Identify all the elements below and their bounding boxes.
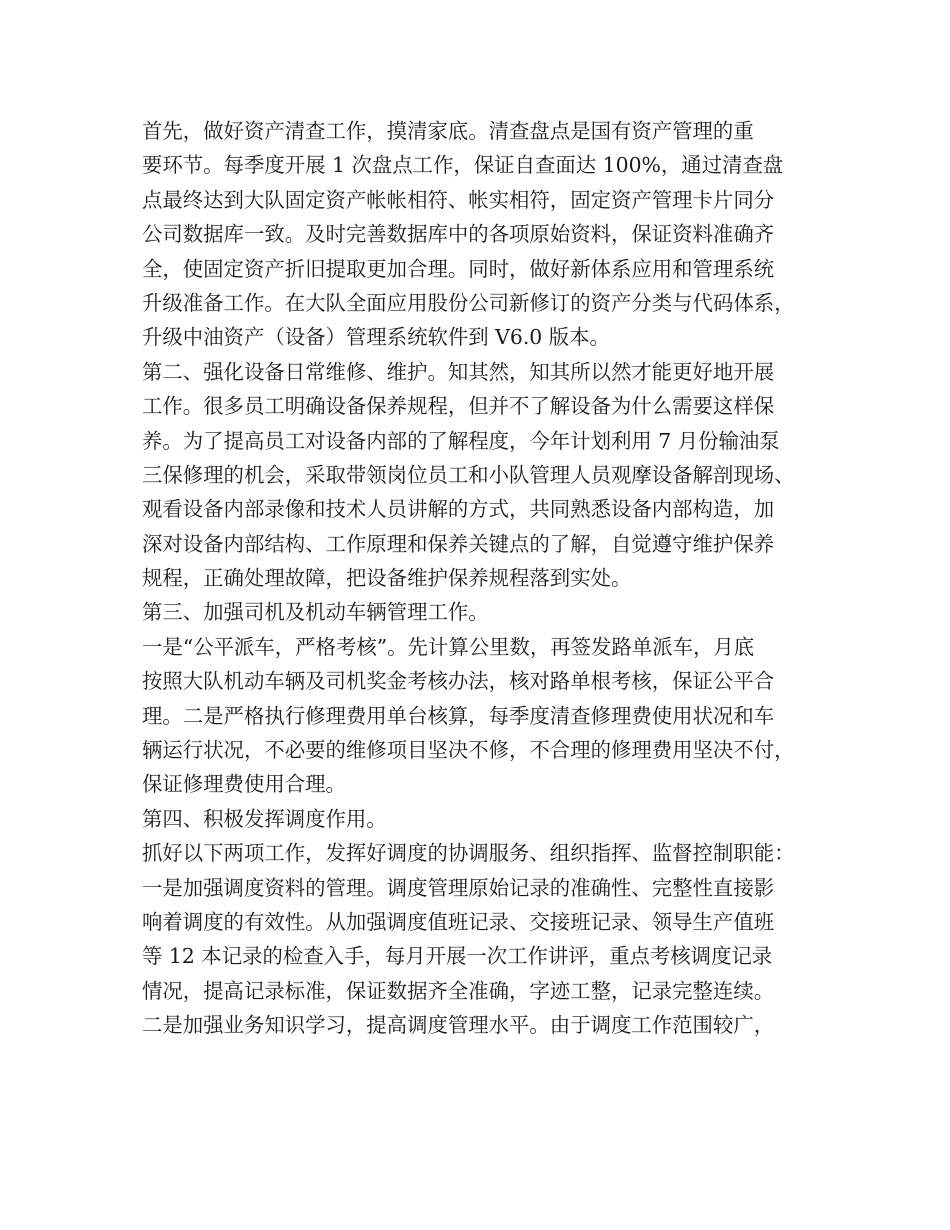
- text-line: 首先，做好资产清查工作，摸清家底。清查盘点是国有资产管理的重: [142, 119, 754, 143]
- text-line: 养。为了提高员工对设备内部的了解程度，今年计划利用 7 月份输油泵: [142, 428, 780, 453]
- text-line: 响着调度的有效性。从加强调度值班记录、交接班记录、领导生产值班: [142, 909, 775, 934]
- document-body: [142, 114, 832, 1043]
- text-line: 工作。很多员工明确设备保养规程，但并不了解设备为什么需要这样保: [142, 394, 775, 419]
- text-line: 等 12 本记录的检查入手，每月开展一次工作讲评，重点考核调度记录: [142, 944, 773, 969]
- text-line: 三保修理的机会，采取带领岗位员工和小队管理人员观摩设备解剖现场、: [142, 462, 795, 487]
- text-line: 深对设备内部结构、工作原理和保养关键点的了解，自觉遵守维护保养: [142, 531, 775, 556]
- text-line: 抓好以下两项工作，发挥好调度的协调服务、组织指挥、监督控制职能：: [142, 841, 795, 866]
- text-line: 全，使固定资产折旧提取更加合理。同时，做好新体系应用和管理系统: [142, 256, 775, 281]
- text-line: 第二、强化设备日常维修、维护。知其然，知其所以然才能更好地开展: [142, 359, 775, 384]
- text-line: 要环节。每季度开展 1 次盘点工作，保证自查面达 100%，通过清查盘: [142, 153, 784, 178]
- text-line: 情况，提高记录标准，保证数据齐全准确，字迹工整，记录完整连续。: [142, 978, 775, 1003]
- text-line: 辆运行状况，不必要的维修项目坚决不修，不合理的修理费用坚决不付，: [142, 738, 795, 763]
- text-line: 一是加强调度资料的管理。调度管理原始记录的准确性、完整性直接影: [142, 875, 775, 900]
- text-line: 一是“公平派车，严格考核”。先计算公里数，再签发路单派车，月底: [142, 634, 755, 659]
- text-line: 按照大队机动车辆及司机奖金考核办法，核对路单根考核，保证公平合: [142, 669, 775, 694]
- text-line: 理。二是严格执行修理费用单台核算，每季度清查修理费使用状况和车: [142, 703, 775, 728]
- text-line: 二是加强业务知识学习，提高调度管理水平。由于调度工作范围较广，: [142, 1013, 775, 1038]
- text-line: 升级中油资产（设备）管理系统软件到 V6.0 版本。: [142, 325, 610, 350]
- text-line: 规程，正确处理故障，把设备维护保养规程落到实处。: [142, 566, 632, 591]
- text-line: 保证修理费使用合理。: [142, 772, 346, 797]
- text-line: 点最终达到大队固定资产帐帐相符、帐实相符，固定资产管理卡片同分: [142, 187, 775, 212]
- text-line: 公司数据库一致。及时完善数据库中的各项原始资料，保证资料准确齐: [142, 222, 775, 247]
- text-line: 第三、加强司机及机动车辆管理工作。: [142, 600, 489, 625]
- text-line: 升级准备工作。在大队全面应用股份公司新修订的资产分类与代码体系，: [142, 290, 795, 315]
- text-line: 第四、积极发挥调度作用。: [142, 806, 387, 831]
- text-line: 观看设备内部录像和技术人员讲解的方式，共同熟悉设备内部构造，加: [142, 497, 775, 522]
